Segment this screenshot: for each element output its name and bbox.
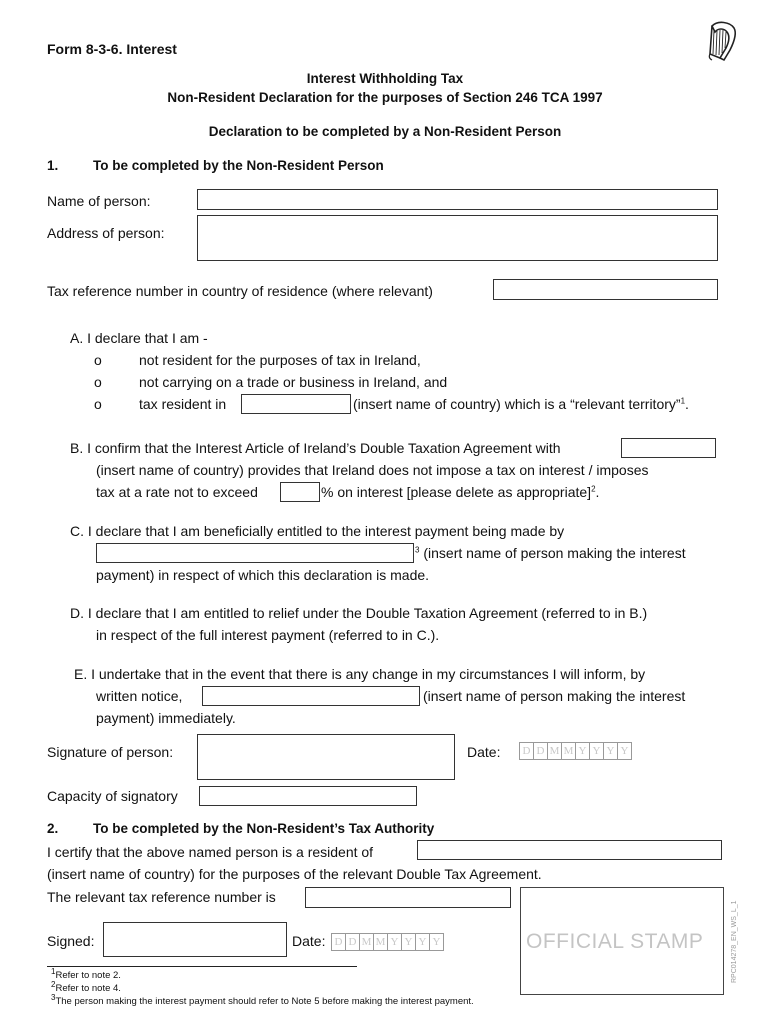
decl-c-line-1: C. I declare that I am beneficially entitled to the interest payment being made by — [70, 523, 565, 539]
decl-b-line-3-pre: tax at a rate not to exceed — [96, 484, 258, 500]
decl-a-item-2: not carrying on a trade or business in Ireland, and — [139, 374, 448, 390]
signature-label: Signature of person: — [47, 744, 174, 760]
payer-name-input[interactable] — [96, 543, 414, 563]
capacity-label: Capacity of signatory — [47, 788, 178, 804]
decl-a-item-1: not resident for the purposes of tax in Ireland, — [139, 352, 421, 368]
decl-a-intro: A. I declare that I am - — [70, 330, 208, 346]
footnote-divider — [47, 966, 357, 967]
title-line-2: Non-Resident Declaration for the purposes of Section 246 TCA 1997 — [167, 90, 603, 105]
section2-number: 2. — [47, 821, 59, 836]
footnote-2: $^2$Refer to note 4. — [51, 979, 121, 994]
official-stamp-label: OFFICIAL STAMP — [526, 930, 704, 953]
decl-a-item-3-post: (insert name of country) which is a “relevant territory”$^1$. — [353, 396, 689, 412]
residence-country-input[interactable] — [417, 840, 722, 860]
footnote-1: $^1$Refer to note 2. — [51, 966, 121, 981]
section2-heading: To be completed by the Non-Resident’s Tax Authority — [93, 821, 435, 836]
tax-resident-country-input[interactable] — [241, 394, 351, 414]
footnote-3: $^3$The person making the interest payment should refer to Note 5 before making the interest payment. — [51, 992, 474, 1007]
dta-country-input[interactable] — [621, 438, 716, 458]
insert-country-text: (insert name of country) for the purposes of the relevant Double Tax Agreement. — [47, 866, 542, 882]
authority-date-label: Date: — [292, 933, 326, 949]
name-input[interactable] — [197, 189, 718, 210]
date-label: Date: — [467, 744, 501, 760]
form-code: RPC014278_EN_WS_L_1 — [731, 900, 738, 983]
decl-b-line-1: B. I confirm that the Interest Article of Ireland’s Double Taxation Agreement with — [70, 440, 561, 456]
bullet-icon: o — [94, 396, 102, 412]
decl-e-line-2-post: (insert name of person making the interest — [423, 688, 686, 704]
tax-reference-input[interactable] — [493, 279, 718, 300]
bullet-icon: o — [94, 374, 102, 390]
decl-d-line-2: in respect of the full interest payment (referred to in C.). — [96, 627, 440, 643]
decl-c-line-3: payment) in respect of which this declaration is made. — [96, 567, 430, 583]
notify-person-input[interactable] — [202, 686, 420, 706]
decl-a-item-3-pre: tax resident in — [139, 396, 227, 412]
section1-heading: To be completed by the Non-Resident Person — [93, 158, 384, 173]
tax-reference-label: Tax reference number in country of residence (where relevant) — [47, 283, 433, 299]
section1-number: 1. — [47, 158, 59, 173]
title-line-1: Interest Withholding Tax — [306, 71, 464, 86]
decl-c-line-2: $^3$ (insert name of person making the interest — [415, 545, 686, 561]
decl-e-line-2-pre: written notice, — [96, 688, 183, 704]
date-input[interactable]: D D M M Y Y Y Y — [519, 742, 631, 760]
subtitle: Declaration to be completed by a Non-Resident Person — [208, 124, 562, 139]
decl-e-line-1: E. I undertake that in the event that there is any change in my circumstances I will inform, by — [74, 666, 646, 682]
tax-rate-input[interactable] — [280, 482, 320, 502]
decl-e-line-3: payment) immediately. — [96, 710, 236, 726]
authority-taxref-label: The relevant tax reference number is — [47, 889, 276, 905]
decl-d-line-1: D. I declare that I am entitled to relief under the Double Taxation Agreement (referred to in B.) — [70, 605, 648, 621]
harp-logo-icon — [704, 20, 740, 62]
capacity-input[interactable] — [199, 786, 417, 806]
address-label: Address of person: — [47, 225, 165, 241]
name-label: Name of person: — [47, 193, 151, 209]
decl-b-line-3-post: % on interest [please delete as appropriate]$^2$. — [321, 484, 600, 500]
authority-date-input[interactable]: D D M M Y Y Y Y — [331, 933, 443, 951]
decl-b-line-2: (insert name of country) provides that Ireland does not impose a tax on interest / imposes — [96, 462, 649, 478]
authority-taxref-input[interactable] — [305, 887, 511, 908]
form-id: Form 8-3-6. Interest — [47, 41, 177, 57]
signature-input[interactable] — [197, 734, 455, 780]
address-input[interactable] — [197, 215, 718, 261]
bullet-icon: o — [94, 352, 102, 368]
signed-label: Signed: — [47, 933, 95, 949]
certify-text: I certify that the above named person is a resident of — [47, 844, 374, 860]
authority-signed-input[interactable] — [103, 922, 287, 957]
